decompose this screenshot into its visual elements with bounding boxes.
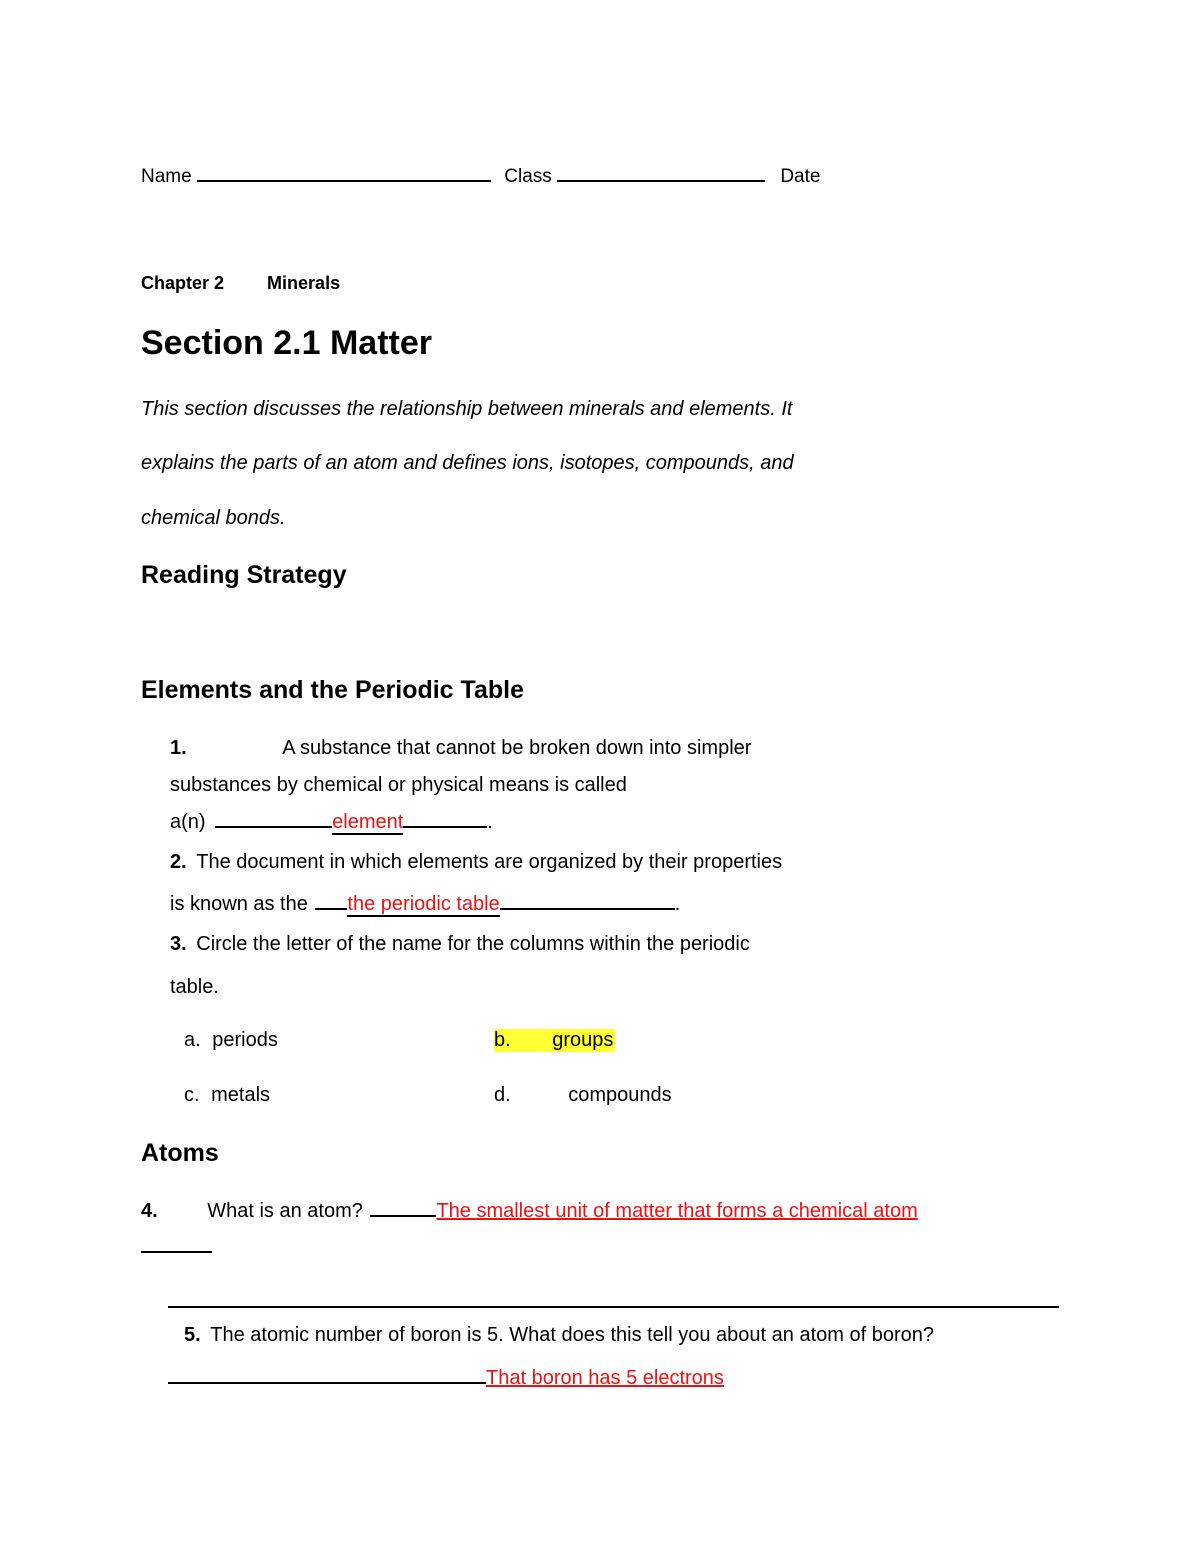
option-c[interactable] [184, 1084, 270, 1107]
q3-number: 3. [170, 933, 187, 955]
q5-line [184, 1324, 934, 1347]
q1-suffix: . [487, 811, 493, 833]
option-c-text: metals [211, 1084, 271, 1106]
intro-line-1: This section discusses the relationship between minerals and elements. It [141, 398, 793, 420]
intro-line-3: chemical bonds. [141, 507, 286, 529]
option-a-letter: a. [184, 1029, 201, 1051]
q4-answer-rule[interactable] [168, 1306, 1059, 1308]
heading-elements-table: Elements and the Periodic Table [141, 676, 524, 704]
chapter-line [141, 273, 340, 294]
q5-question: The atomic number of boron is 5. What does this tell you about an atom of boron? [210, 1324, 934, 1346]
q5-blank-left [168, 1381, 486, 1384]
q1-line-1 [170, 737, 751, 760]
option-d-text: compounds [568, 1084, 672, 1106]
q4-blank-continuation [141, 1251, 212, 1253]
intro-line-2: explains the parts of an atom and defines ions, isotopes, compounds, and [141, 452, 794, 474]
option-d[interactable] [494, 1084, 672, 1107]
q4-line [141, 1200, 918, 1223]
q2-prefix: is known as the [170, 893, 308, 915]
option-a-text: periods [212, 1029, 278, 1051]
q2-line-2 [170, 893, 680, 916]
q2-blank-left [315, 907, 347, 910]
name-label: Name [141, 166, 192, 187]
heading-atoms: Atoms [141, 1139, 219, 1167]
q3-text-1: Circle the letter of the name for the columns within the periodic [196, 933, 750, 955]
header-row [141, 166, 820, 188]
heading-reading-strategy: Reading Strategy [141, 561, 347, 589]
option-b-text: groups [552, 1029, 614, 1051]
q3-line-1 [170, 933, 750, 956]
q4-blank-left [370, 1214, 436, 1217]
q2-number: 2. [170, 851, 187, 873]
q2-line-1 [170, 851, 782, 874]
q1-prefix: a(n) [170, 811, 206, 833]
chapter-title: Minerals [267, 273, 341, 293]
option-a[interactable] [184, 1029, 278, 1052]
q1-answer[interactable]: element [332, 811, 404, 833]
q2-blank-right [500, 907, 675, 910]
q1-number: 1. [170, 737, 187, 759]
q1-line-2: substances by chemical or physical means is called [170, 774, 627, 796]
q4-answer[interactable]: The smallest unit of matter that forms a chemical atom [436, 1200, 918, 1222]
q2-text-1: The document in which elements are organized by their properties [196, 851, 783, 873]
q2-answer[interactable]: the periodic table [347, 893, 500, 915]
chapter-number: Chapter 2 [141, 273, 225, 293]
class-label: Class [504, 166, 552, 187]
section-title: Section 2.1 Matter [141, 324, 432, 362]
q5-answer[interactable]: That boron has 5 electrons [486, 1367, 724, 1389]
q1-blank-right [403, 825, 487, 828]
class-blank[interactable] [557, 179, 765, 182]
name-blank[interactable] [197, 179, 491, 182]
q4-question: What is an atom? [207, 1200, 363, 1222]
q1-line-3 [170, 811, 493, 834]
q4-number: 4. [141, 1200, 158, 1222]
option-c-letter: c. [184, 1084, 200, 1106]
q5-answer-line [168, 1367, 724, 1390]
q2-suffix: . [674, 893, 681, 915]
q3-line-2: table. [170, 976, 219, 998]
q5-number: 5. [184, 1324, 201, 1346]
q1-blank-left [215, 825, 332, 828]
q1-text-1: A substance that cannot be broken down into simpler [282, 737, 752, 759]
date-label: Date [780, 166, 821, 187]
option-b-letter: b. [494, 1029, 511, 1051]
option-d-letter: d. [494, 1084, 511, 1106]
option-b[interactable] [494, 1029, 615, 1052]
